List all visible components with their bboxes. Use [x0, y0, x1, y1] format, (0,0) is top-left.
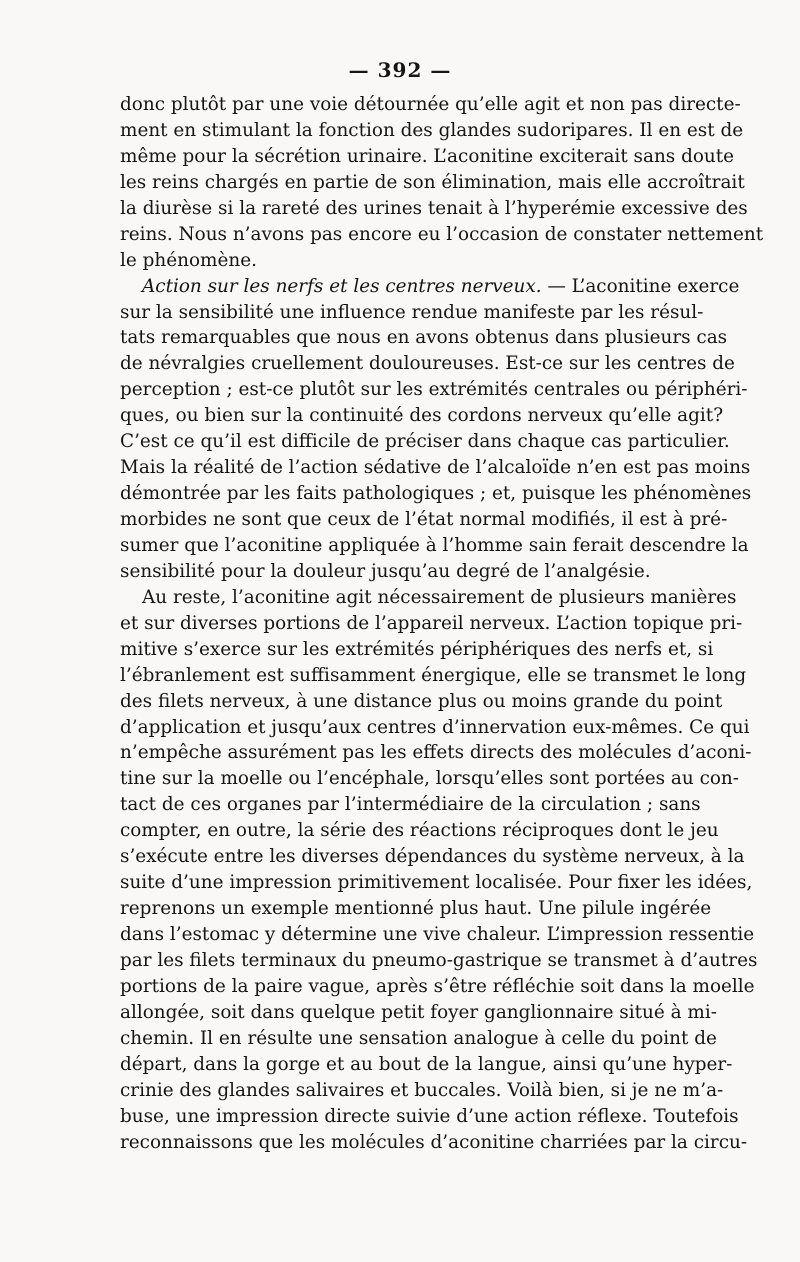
- text-line: [120, 274, 740, 300]
- text-line: par les filets terminaux du pneumo-gastrique se transmet à d’autres: [120, 949, 758, 971]
- text-line: le phénomène.: [120, 249, 257, 271]
- text-line: s’exécute entre les diverses dépendances du système nerveux, à la: [120, 846, 745, 868]
- text-line: même pour la sécrétion urinaire. L’aconitine exciterait sans doute: [120, 145, 735, 167]
- text-line: donc plutôt par une voie détournée qu’elle agit et non pas directe-: [120, 94, 741, 115]
- text-line: tats remarquables que nous en avons obtenus dans plusieurs cas: [120, 327, 728, 349]
- text-line: l’ébranlement est suffisamment énergique, elle se transmet le long: [120, 664, 747, 686]
- text-line: tine sur la moelle ou l’encéphale, lorsqu’elles sont portées au con-: [120, 768, 739, 790]
- text-line: des filets nerveux, à une distance plus ou moins grande du point: [120, 690, 723, 712]
- text-line: Au reste, l’aconitine agit nécessairement de plusieurs manières: [142, 586, 737, 608]
- body-text: [120, 92, 764, 1155]
- text-line: reprenons un exemple mentionné plus haut. Une pilule ingérée: [120, 898, 712, 920]
- text-line: tact de ces organes par l’intermédiaire de la circulation ; sans: [120, 794, 701, 816]
- text-line: allongée, soit dans quelque petit foyer ganglionnaire situé à mi-: [120, 1001, 717, 1023]
- paragraph: [120, 274, 752, 585]
- text-line: compter, en outre, la série des réactions réciproques dont le jeu: [120, 820, 719, 842]
- text-line: crinie des glandes salivaires et buccales. Voilà bien, si je ne m’a-: [120, 1079, 724, 1101]
- text-line: les reins chargés en partie de son élimination, mais elle accroîtrait: [120, 171, 745, 193]
- text-line: suite d’une impression primitivement localisée. Pour fixer les idées,: [120, 872, 753, 894]
- paragraph: [120, 585, 758, 1156]
- text-line: n’empêche assurément pas les effets directs des molécules d’aconi-: [120, 742, 752, 764]
- text-line: sur la sensibilité une influence rendue manifeste par les résul-: [120, 301, 704, 323]
- text-fragment: — L’aconitine exerce: [541, 275, 740, 297]
- text-line: perception ; est-ce plutôt sur les extrémités centrales ou périphéri-: [120, 379, 748, 401]
- page-number: — 392 —: [348, 58, 452, 82]
- text-line: morbides ne sont que ceux de l’état normal modifiés, il est à pré-: [120, 509, 728, 530]
- text-line: buse, une impression directe suivie d’une action réflexe. Toutefois: [120, 1105, 739, 1127]
- text-line: d’application et jusqu’aux centres d’innervation eux-mêmes. Ce qui: [120, 716, 750, 738]
- text-line: ques, ou bien sur la continuité des cordons nerveux qu’elle agit?: [120, 405, 724, 427]
- text-line: sumer que l’aconitine appliquée à l’homme sain ferait descendre la: [120, 534, 749, 556]
- text-line: portions de la paire vague, après s’être réfléchie soit dans la moelle: [120, 975, 755, 997]
- text-line: mitive s’exerce sur les extrémités périphériques des nerfs et, si: [120, 638, 714, 660]
- text-line: et sur diverses portions de l’appareil nerveux. L’action topique pri-: [120, 612, 743, 634]
- text-line: départ, dans la gorge et au bout de la langue, ainsi qu’une hyper-: [120, 1053, 733, 1075]
- paragraph: [120, 92, 764, 274]
- text-line: de névralgies cruellement douloureuses. Est-ce sur les centres de: [120, 353, 735, 375]
- text-line: Mais la réalité de l’action sédative de l’alcaloïde n’en est pas moins: [120, 457, 751, 479]
- text-line: sensibilité pour la douleur jusqu’au degré de l’analgésie.: [120, 560, 651, 582]
- section-heading: Action sur les nerfs et les centres nerveux.: [142, 275, 542, 297]
- text-line: C’est ce qu’il est difficile de préciser dans chaque cas particulier.: [120, 431, 730, 453]
- text-line: chemin. Il en résulte une sensation analogue à celle du point de: [120, 1027, 717, 1049]
- text-line: ment en stimulant la fonction des glandes sudoripares. Il en est de: [120, 119, 744, 141]
- text-line: la diurèse si la rareté des urines tenait à l’hyperémie excessive des: [120, 197, 748, 219]
- text-line: démontrée par les faits pathologiques ; et, puisque les phénomènes: [120, 483, 752, 505]
- text-line: dans l’estomac y détermine une vive chaleur. L’impression ressentie: [120, 924, 755, 945]
- text-line: reins. Nous n’avons pas encore eu l’occasion de constater nettement: [120, 223, 764, 245]
- text-line: reconnaissons que les molécules d’aconitine charriées par la circu-: [120, 1131, 748, 1153]
